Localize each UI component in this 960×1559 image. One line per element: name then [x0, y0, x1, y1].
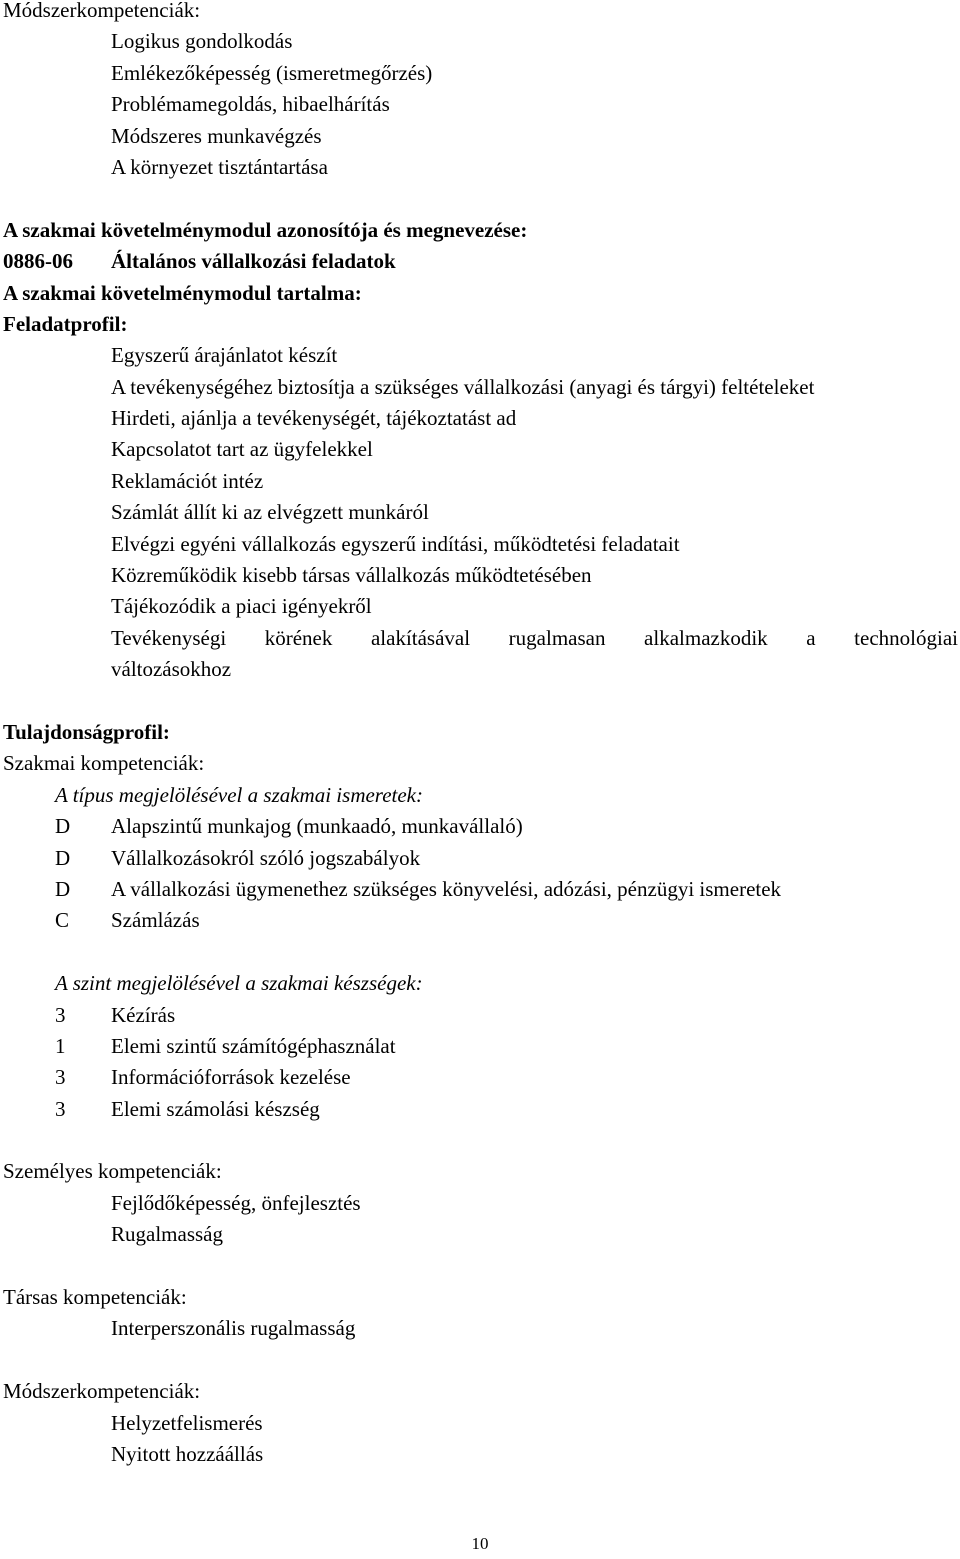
keszseg-text: Információforrások kezelése: [111, 1065, 351, 1090]
ismeret-row: [3, 811, 958, 842]
feladatprofil-heading: Feladatprofil:: [3, 311, 128, 336]
list-item: A tevékenységéhez biztosítja a szükséges vállalkozási (anyagi és tárgyi) feltételeket: [111, 374, 815, 399]
ismeret-row: [3, 874, 958, 905]
module-title: [3, 246, 958, 277]
list-item: Reklamációt intéz: [111, 468, 264, 493]
level-code: 3: [55, 1065, 66, 1090]
list-item: Rugalmasság: [111, 1222, 223, 1247]
keszseg-row: [3, 1062, 958, 1093]
list-item: Közreműködik kisebb társas vállalkozás működtetésében: [111, 563, 592, 588]
module-content-heading: A szakmai követelménymodul tartalma:: [3, 280, 362, 305]
list-item: Logikus gondolkodás: [111, 29, 293, 54]
level-code: 3: [55, 1096, 66, 1121]
ismeret-text: A vállalkozási ügymenethez szükséges könyvelési, adózási, pénzügyi ismeretek: [111, 876, 782, 901]
list-item-continuation: változásokhoz: [111, 657, 232, 682]
list-item: Egyszerű árajánlatot készít: [111, 343, 338, 368]
module-code: 0886-06: [3, 249, 73, 274]
list-item: Interperszonális rugalmasság: [111, 1316, 356, 1341]
ismeret-text: Vállalkozásokról szóló jogszabályok: [111, 845, 421, 870]
list-item: Elvégzi egyéni vállalkozás egyszerű indítási, működtetési feladatait: [111, 531, 680, 556]
type-code: D: [55, 876, 71, 901]
list-item: Helyzetfelismerés: [111, 1410, 263, 1435]
level-code: 3: [55, 1002, 66, 1027]
list-item: Problémamegoldás, hibaelhárítás: [111, 92, 390, 117]
list-item-justified: Tevékenységi körének alakításával rugalmasan alkalmazkodik a technológiai: [111, 625, 958, 650]
type-code: D: [55, 845, 71, 870]
ismeretek-heading: A típus megjelölésével a szakmai ismeretek:: [55, 782, 423, 807]
ismeret-text: Számlázás: [111, 908, 200, 933]
module-id-heading: A szakmai követelménymodul azonosítója és megnevezése:: [3, 217, 528, 242]
page-number: 10: [471, 1534, 489, 1553]
ismeret-text: Alapszintű munkajog (munkaadó, munkavállaló): [111, 814, 523, 839]
tarsas-heading: Társas kompetenciák:: [3, 1285, 187, 1310]
keszseg-text: Elemi számolási készség: [111, 1096, 320, 1121]
keszseg-row: [3, 1000, 958, 1031]
list-item: Tájékozódik a piaci igényekről: [111, 594, 372, 619]
szakmai-heading: Szakmai kompetenciák:: [3, 751, 205, 776]
keszseg-row: [3, 1094, 958, 1125]
type-code: D: [55, 814, 71, 839]
keszseg-text: Elemi szintű számítógéphasználat: [111, 1033, 396, 1058]
module-name: Általános vállalkozási feladatok: [111, 249, 396, 274]
list-item: Hirdeti, ajánlja a tevékenységét, tájékoztatást ad: [111, 406, 517, 431]
list-item: Számlát állít ki az elvégzett munkáról: [111, 500, 429, 525]
document-page: [3, 0, 958, 1470]
list-item: Fejlődőképesség, önfejlesztés: [111, 1190, 361, 1215]
tulajdonsagprofil-heading: Tulajdonságprofil:: [3, 719, 170, 744]
modszer-heading: Módszerkompetenciák:: [3, 1379, 201, 1404]
list-item: A környezet tisztántartása: [111, 154, 328, 179]
type-code: C: [55, 908, 70, 933]
section-heading: Módszerkompetenciák:: [3, 0, 201, 22]
list-item: Emlékezőképesség (ismeretmegőrzés): [111, 60, 433, 85]
keszsegek-heading: A szint megjelölésével a szakmai készségek:: [55, 971, 423, 996]
szemelyes-heading: Személyes kompetenciák:: [3, 1159, 222, 1184]
ismeret-row: [3, 843, 958, 874]
keszseg-row: [3, 1031, 958, 1062]
keszseg-text: Kézírás: [111, 1002, 176, 1027]
list-item: Nyitott hozzáállás: [111, 1441, 264, 1466]
ismeret-row: [3, 905, 958, 936]
list-item: Kapcsolatot tart az ügyfelekkel: [111, 437, 373, 462]
level-code: 1: [55, 1033, 66, 1058]
list-item: Módszeres munkavégzés: [111, 123, 322, 148]
